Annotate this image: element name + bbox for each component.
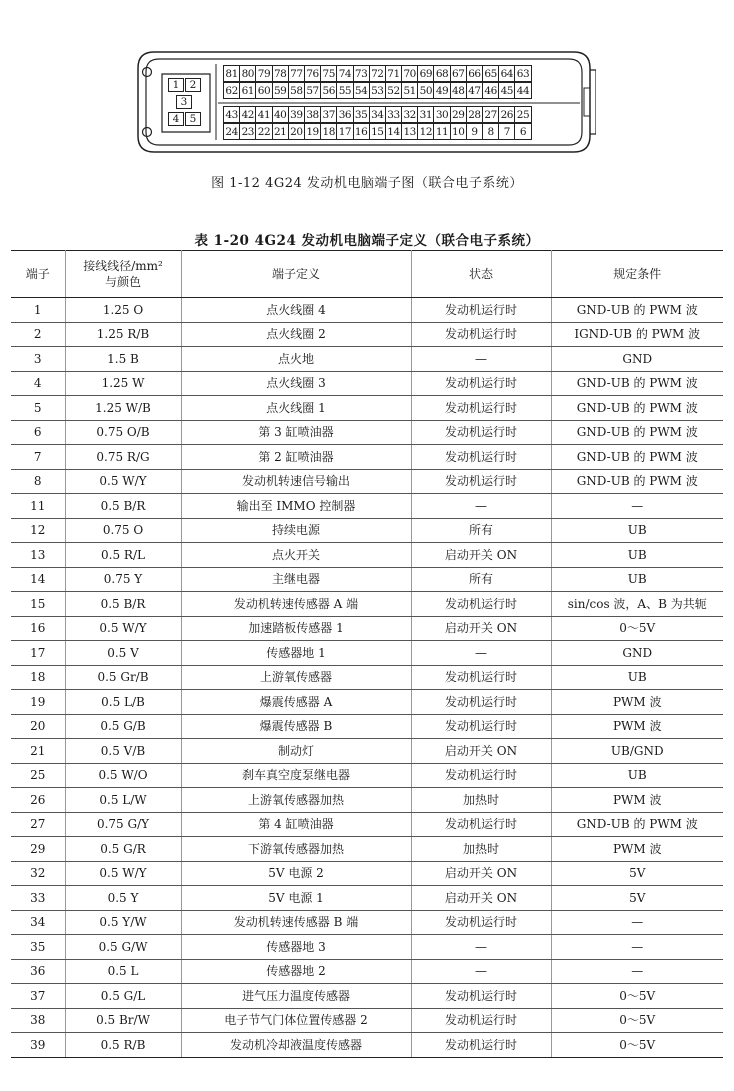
connector-pin: 48 bbox=[450, 82, 467, 99]
header-wire-line1: 接线线径/mm² bbox=[83, 259, 163, 273]
table-row bbox=[11, 543, 723, 568]
cell-terminal: 36 bbox=[11, 959, 65, 984]
connector-pin: 10 bbox=[450, 123, 467, 140]
figure-caption: 图 1-12 4G24 发动机电脑端子图（联合电子系统） bbox=[211, 176, 523, 191]
table-row bbox=[11, 371, 723, 396]
cell-terminal: 2 bbox=[11, 322, 65, 347]
connector-pin: 17 bbox=[336, 123, 353, 140]
cell-wire: 0.5 V/B bbox=[65, 739, 181, 764]
pin-4: 4 bbox=[168, 112, 184, 126]
cell-wire: 0.5 G/B bbox=[65, 714, 181, 739]
cell-state: 所有 bbox=[411, 567, 551, 592]
cell-condition: GND-UB 的 PWM 波 bbox=[551, 812, 723, 837]
cell-wire: 0.75 G/Y bbox=[65, 812, 181, 837]
connector-pin: 24 bbox=[223, 123, 240, 140]
connector-pin: 45 bbox=[498, 82, 515, 99]
cell-definition: 传感器地 1 bbox=[181, 641, 411, 666]
connector-pin: 26 bbox=[498, 106, 515, 123]
connector-pin: 20 bbox=[288, 123, 305, 140]
cell-state: 发动机运行时 bbox=[411, 445, 551, 470]
connector-pin: 62 bbox=[223, 82, 240, 99]
table-row bbox=[11, 812, 723, 837]
connector-pin: 32 bbox=[401, 106, 418, 123]
cell-definition: 点火开关 bbox=[181, 543, 411, 568]
connector-pin: 60 bbox=[255, 82, 272, 99]
connector-pin: 16 bbox=[353, 123, 370, 140]
cell-condition: GND bbox=[551, 347, 723, 372]
cell-definition: 点火线圈 1 bbox=[181, 396, 411, 421]
cell-wire: 0.5 Gr/B bbox=[65, 665, 181, 690]
table-row bbox=[11, 910, 723, 935]
cell-definition: 爆震传感器 A bbox=[181, 690, 411, 715]
connector-pin: 37 bbox=[320, 106, 337, 123]
header-terminal: 端子 bbox=[11, 251, 65, 298]
connector-pin: 33 bbox=[385, 106, 402, 123]
cell-definition: 发动机转速传感器 A 端 bbox=[181, 592, 411, 617]
cell-wire: 0.5 W/Y bbox=[65, 861, 181, 886]
connector-pin: 54 bbox=[353, 82, 370, 99]
cell-terminal: 8 bbox=[11, 469, 65, 494]
cell-terminal: 20 bbox=[11, 714, 65, 739]
connector-pin: 70 bbox=[401, 65, 418, 82]
connector-pin: 14 bbox=[385, 123, 402, 140]
cell-definition: 发动机转速信号输出 bbox=[181, 469, 411, 494]
pin-2: 2 bbox=[185, 78, 201, 92]
cell-terminal: 5 bbox=[11, 396, 65, 421]
connector-pin: 21 bbox=[272, 123, 289, 140]
table-row bbox=[11, 616, 723, 641]
cell-wire: 0.5 B/R bbox=[65, 494, 181, 519]
cell-state: 发动机运行时 bbox=[411, 469, 551, 494]
cell-terminal: 13 bbox=[11, 543, 65, 568]
cell-state: 发动机运行时 bbox=[411, 396, 551, 421]
cell-condition: — bbox=[551, 935, 723, 960]
cell-condition: sin/cos 波，A、B 为共轭 bbox=[551, 592, 723, 617]
cell-state: 所有 bbox=[411, 518, 551, 543]
header-wire bbox=[65, 251, 181, 298]
connector-pin: 29 bbox=[450, 106, 467, 123]
cell-state: 发动机运行时 bbox=[411, 298, 551, 323]
cell-condition: — bbox=[551, 494, 723, 519]
cell-terminal: 33 bbox=[11, 886, 65, 911]
connector-pin: 31 bbox=[417, 106, 434, 123]
connector-pin: 22 bbox=[255, 123, 272, 140]
table-row bbox=[11, 396, 723, 421]
cell-condition: PWM 波 bbox=[551, 690, 723, 715]
connector-pin: 63 bbox=[514, 65, 531, 82]
cell-terminal: 27 bbox=[11, 812, 65, 837]
header-wire-line2: 与颜色 bbox=[104, 275, 141, 289]
connector-pin: 36 bbox=[336, 106, 353, 123]
connector-pin: 18 bbox=[320, 123, 337, 140]
connector-pin: 40 bbox=[272, 106, 289, 123]
cell-definition: 点火线圈 3 bbox=[181, 371, 411, 396]
connector-pin: 28 bbox=[466, 106, 483, 123]
cell-terminal: 35 bbox=[11, 935, 65, 960]
cell-wire: 0.5 Y bbox=[65, 886, 181, 911]
cell-wire: 0.5 G/L bbox=[65, 984, 181, 1009]
connector-pin: 11 bbox=[433, 123, 450, 140]
connector-pin: 8 bbox=[482, 123, 499, 140]
cell-definition: 发动机冷却液温度传感器 bbox=[181, 1033, 411, 1058]
cell-state: — bbox=[411, 935, 551, 960]
table-row bbox=[11, 641, 723, 666]
cell-state: 发动机运行时 bbox=[411, 322, 551, 347]
connector-pin: 66 bbox=[466, 65, 483, 82]
cell-wire: 1.25 W bbox=[65, 371, 181, 396]
cell-state: 启动开关 ON bbox=[411, 616, 551, 641]
connector-pin: 51 bbox=[401, 82, 418, 99]
cell-state: 发动机运行时 bbox=[411, 1008, 551, 1033]
cell-condition: GND-UB 的 PWM 波 bbox=[551, 420, 723, 445]
table-row bbox=[11, 788, 723, 813]
cell-terminal: 26 bbox=[11, 788, 65, 813]
table-row bbox=[11, 420, 723, 445]
cell-definition: 上游氧传感器 bbox=[181, 665, 411, 690]
cell-wire: 0.5 R/L bbox=[65, 543, 181, 568]
cell-condition: PWM 波 bbox=[551, 714, 723, 739]
connector-pin: 68 bbox=[433, 65, 450, 82]
connector-pin: 81 bbox=[223, 65, 240, 82]
cell-condition: UB bbox=[551, 665, 723, 690]
cell-condition: PWM 波 bbox=[551, 788, 723, 813]
pin-row-bottom bbox=[224, 123, 532, 140]
table-row bbox=[11, 665, 723, 690]
cell-state: 发动机运行时 bbox=[411, 984, 551, 1009]
table-row bbox=[11, 935, 723, 960]
connector-pin: 56 bbox=[320, 82, 337, 99]
cell-state: 启动开关 ON bbox=[411, 861, 551, 886]
connector-pin: 27 bbox=[482, 106, 499, 123]
cell-state: 发动机运行时 bbox=[411, 910, 551, 935]
connector-pin: 79 bbox=[255, 65, 272, 82]
connector-pin: 19 bbox=[304, 123, 321, 140]
ecu-connector-diagram bbox=[132, 48, 596, 156]
cell-state: — bbox=[411, 641, 551, 666]
table-title: 表 1-20 4G24 发动机电脑端子定义（联合电子系统） bbox=[194, 233, 540, 249]
connector-pin: 30 bbox=[433, 106, 450, 123]
cell-terminal: 19 bbox=[11, 690, 65, 715]
cell-definition: 刹车真空度泵继电器 bbox=[181, 763, 411, 788]
cell-definition: 上游氧传感器加热 bbox=[181, 788, 411, 813]
cell-terminal: 38 bbox=[11, 1008, 65, 1033]
cell-terminal: 16 bbox=[11, 616, 65, 641]
table-row bbox=[11, 322, 723, 347]
cell-terminal: 6 bbox=[11, 420, 65, 445]
cell-wire: 0.5 V bbox=[65, 641, 181, 666]
cell-wire: 1.25 O bbox=[65, 298, 181, 323]
cell-condition: UB bbox=[551, 763, 723, 788]
cell-terminal: 7 bbox=[11, 445, 65, 470]
cell-wire: 1.25 R/B bbox=[65, 322, 181, 347]
connector-pin: 7 bbox=[498, 123, 515, 140]
connector-pin: 12 bbox=[417, 123, 434, 140]
table-row bbox=[11, 837, 723, 862]
cell-state: 发动机运行时 bbox=[411, 714, 551, 739]
table-row bbox=[11, 886, 723, 911]
cell-definition: 传感器地 2 bbox=[181, 959, 411, 984]
cell-state: 加热时 bbox=[411, 837, 551, 862]
connector-pin: 72 bbox=[369, 65, 386, 82]
cell-definition: 5V 电源 2 bbox=[181, 861, 411, 886]
cell-state: — bbox=[411, 347, 551, 372]
cell-condition: GND-UB 的 PWM 波 bbox=[551, 469, 723, 494]
cell-wire: 0.5 G/W bbox=[65, 935, 181, 960]
cell-state: 启动开关 ON bbox=[411, 739, 551, 764]
cell-wire: 0.5 Br/W bbox=[65, 1008, 181, 1033]
connector-pin: 46 bbox=[482, 82, 499, 99]
connector-pin: 43 bbox=[223, 106, 240, 123]
connector-pin: 69 bbox=[417, 65, 434, 82]
cell-terminal: 1 bbox=[11, 298, 65, 323]
cell-wire: 1.5 B bbox=[65, 347, 181, 372]
connector-pin: 61 bbox=[239, 82, 256, 99]
connector-pin: 67 bbox=[450, 65, 467, 82]
header-state: 状态 bbox=[411, 251, 551, 298]
cell-wire: 0.5 Y/W bbox=[65, 910, 181, 935]
connector-pin: 75 bbox=[320, 65, 337, 82]
cell-wire: 0.5 B/R bbox=[65, 592, 181, 617]
cell-condition: UB/GND bbox=[551, 739, 723, 764]
connector-pin: 78 bbox=[272, 65, 289, 82]
table-row bbox=[11, 567, 723, 592]
connector-pin: 44 bbox=[514, 82, 531, 99]
table-row bbox=[11, 959, 723, 984]
cell-state: 发动机运行时 bbox=[411, 371, 551, 396]
table-row bbox=[11, 690, 723, 715]
cell-definition: 制动灯 bbox=[181, 739, 411, 764]
cell-wire: 0.5 L/B bbox=[65, 690, 181, 715]
table-header-row bbox=[11, 251, 723, 298]
cell-terminal: 11 bbox=[11, 494, 65, 519]
cell-state: 启动开关 ON bbox=[411, 886, 551, 911]
table-row bbox=[11, 298, 723, 323]
connector-pin: 13 bbox=[401, 123, 418, 140]
connector-pin: 73 bbox=[353, 65, 370, 82]
connector-pin: 15 bbox=[369, 123, 386, 140]
connector-pin: 23 bbox=[239, 123, 256, 140]
connector-pin: 53 bbox=[369, 82, 386, 99]
cell-terminal: 17 bbox=[11, 641, 65, 666]
cell-definition: 电子节气门体位置传感器 2 bbox=[181, 1008, 411, 1033]
connector-pin: 6 bbox=[514, 123, 531, 140]
cell-definition: 点火地 bbox=[181, 347, 411, 372]
cell-condition: PWM 波 bbox=[551, 837, 723, 862]
cell-wire: 0.75 O bbox=[65, 518, 181, 543]
cell-state: 发动机运行时 bbox=[411, 420, 551, 445]
terminal-definition-table bbox=[11, 250, 723, 1058]
connector-pin: 57 bbox=[304, 82, 321, 99]
connector-pin: 41 bbox=[255, 106, 272, 123]
cell-terminal: 18 bbox=[11, 665, 65, 690]
connector-pin: 9 bbox=[466, 123, 483, 140]
cell-wire: 0.5 G/R bbox=[65, 837, 181, 862]
connector-pin: 64 bbox=[498, 65, 515, 82]
cell-state: 发动机运行时 bbox=[411, 1033, 551, 1058]
cell-wire: 0.75 R/G bbox=[65, 445, 181, 470]
cell-condition: GND-UB 的 PWM 波 bbox=[551, 396, 723, 421]
pin-5: 5 bbox=[185, 112, 201, 126]
table-row bbox=[11, 1033, 723, 1058]
table-row bbox=[11, 518, 723, 543]
cell-terminal: 4 bbox=[11, 371, 65, 396]
cell-condition: 5V bbox=[551, 886, 723, 911]
cell-terminal: 21 bbox=[11, 739, 65, 764]
cell-condition: 5V bbox=[551, 861, 723, 886]
cell-state: — bbox=[411, 494, 551, 519]
cell-state: 发动机运行时 bbox=[411, 763, 551, 788]
connector-pin: 47 bbox=[466, 82, 483, 99]
table-row bbox=[11, 739, 723, 764]
cell-condition: GND-UB 的 PWM 波 bbox=[551, 445, 723, 470]
cell-definition: 持续电源 bbox=[181, 518, 411, 543]
cell-definition: 点火线圈 2 bbox=[181, 322, 411, 347]
cell-state: 发动机运行时 bbox=[411, 665, 551, 690]
connector-pin: 35 bbox=[353, 106, 370, 123]
pin-1: 1 bbox=[168, 78, 184, 92]
cell-condition: — bbox=[551, 910, 723, 935]
connector-pin: 39 bbox=[288, 106, 305, 123]
cell-definition: 第 3 缸喷油器 bbox=[181, 420, 411, 445]
connector-pin: 65 bbox=[482, 65, 499, 82]
connector-pin: 25 bbox=[514, 106, 531, 123]
cell-condition: 0～5V bbox=[551, 1033, 723, 1058]
cell-wire: 0.5 R/B bbox=[65, 1033, 181, 1058]
connector-pin: 74 bbox=[336, 65, 353, 82]
cell-definition: 发动机转速传感器 B 端 bbox=[181, 910, 411, 935]
cell-condition: UB bbox=[551, 567, 723, 592]
header-definition: 端子定义 bbox=[181, 251, 411, 298]
pin-row-top bbox=[224, 65, 532, 82]
table-body bbox=[11, 298, 723, 1058]
cell-terminal: 29 bbox=[11, 837, 65, 862]
cell-terminal: 34 bbox=[11, 910, 65, 935]
cell-terminal: 14 bbox=[11, 567, 65, 592]
cell-definition: 传感器地 3 bbox=[181, 935, 411, 960]
table-row bbox=[11, 494, 723, 519]
cell-terminal: 3 bbox=[11, 347, 65, 372]
connector-pin: 55 bbox=[336, 82, 353, 99]
cell-state: 加热时 bbox=[411, 788, 551, 813]
cell-state: 发动机运行时 bbox=[411, 812, 551, 837]
table-row bbox=[11, 763, 723, 788]
cell-definition: 主继电器 bbox=[181, 567, 411, 592]
cell-wire: 0.5 L bbox=[65, 959, 181, 984]
cell-definition: 点火线圈 4 bbox=[181, 298, 411, 323]
table-row bbox=[11, 714, 723, 739]
table-row bbox=[11, 445, 723, 470]
cell-definition: 第 2 缸喷油器 bbox=[181, 445, 411, 470]
cell-wire: 0.75 Y bbox=[65, 567, 181, 592]
cell-state: 启动开关 ON bbox=[411, 543, 551, 568]
cell-definition: 进气压力温度传感器 bbox=[181, 984, 411, 1009]
pin-row-second bbox=[224, 82, 532, 99]
connector-pin: 38 bbox=[304, 106, 321, 123]
connector-pin: 58 bbox=[288, 82, 305, 99]
cell-wire: 0.5 W/O bbox=[65, 763, 181, 788]
cell-definition: 输出至 IMMO 控制器 bbox=[181, 494, 411, 519]
table-row bbox=[11, 861, 723, 886]
cell-condition: IGND-UB 的 PWM 波 bbox=[551, 322, 723, 347]
cell-definition: 加速踏板传感器 1 bbox=[181, 616, 411, 641]
connector-pin: 76 bbox=[304, 65, 321, 82]
connector-pin: 80 bbox=[239, 65, 256, 82]
pin-3: 3 bbox=[176, 95, 192, 109]
table-row bbox=[11, 347, 723, 372]
header-condition: 规定条件 bbox=[551, 251, 723, 298]
cell-terminal: 32 bbox=[11, 861, 65, 886]
cell-condition: 0～5V bbox=[551, 616, 723, 641]
cell-condition: GND-UB 的 PWM 波 bbox=[551, 298, 723, 323]
cell-wire: 1.25 W/B bbox=[65, 396, 181, 421]
cell-terminal: 37 bbox=[11, 984, 65, 1009]
cell-condition: UB bbox=[551, 543, 723, 568]
connector-pin: 49 bbox=[433, 82, 450, 99]
table-row bbox=[11, 592, 723, 617]
cell-state: 发动机运行时 bbox=[411, 592, 551, 617]
table-row bbox=[11, 469, 723, 494]
cell-condition: 0～5V bbox=[551, 984, 723, 1009]
cell-condition: — bbox=[551, 959, 723, 984]
table-row bbox=[11, 984, 723, 1009]
cell-definition: 5V 电源 1 bbox=[181, 886, 411, 911]
cell-condition: UB bbox=[551, 518, 723, 543]
cell-condition: GND-UB 的 PWM 波 bbox=[551, 371, 723, 396]
cell-terminal: 25 bbox=[11, 763, 65, 788]
cell-definition: 爆震传感器 B bbox=[181, 714, 411, 739]
cell-definition: 第 4 缸喷油器 bbox=[181, 812, 411, 837]
cell-state: — bbox=[411, 959, 551, 984]
cell-state: 发动机运行时 bbox=[411, 690, 551, 715]
cell-terminal: 12 bbox=[11, 518, 65, 543]
connector-pin: 50 bbox=[417, 82, 434, 99]
cell-wire: 0.5 W/Y bbox=[65, 469, 181, 494]
connector-pin: 34 bbox=[369, 106, 386, 123]
cell-terminal: 39 bbox=[11, 1033, 65, 1058]
connector-pin: 52 bbox=[385, 82, 402, 99]
cell-wire: 0.5 L/W bbox=[65, 788, 181, 813]
cell-condition: GND bbox=[551, 641, 723, 666]
connector-pin: 42 bbox=[239, 106, 256, 123]
connector-pin: 59 bbox=[272, 82, 289, 99]
cell-wire: 0.5 W/Y bbox=[65, 616, 181, 641]
cell-definition: 下游氧传感器加热 bbox=[181, 837, 411, 862]
cell-wire: 0.75 O/B bbox=[65, 420, 181, 445]
connector-pin: 77 bbox=[288, 65, 305, 82]
cell-terminal: 15 bbox=[11, 592, 65, 617]
cell-condition: 0～5V bbox=[551, 1008, 723, 1033]
table-row bbox=[11, 1008, 723, 1033]
connector-pin: 71 bbox=[385, 65, 402, 82]
pin-row-third bbox=[224, 106, 532, 123]
